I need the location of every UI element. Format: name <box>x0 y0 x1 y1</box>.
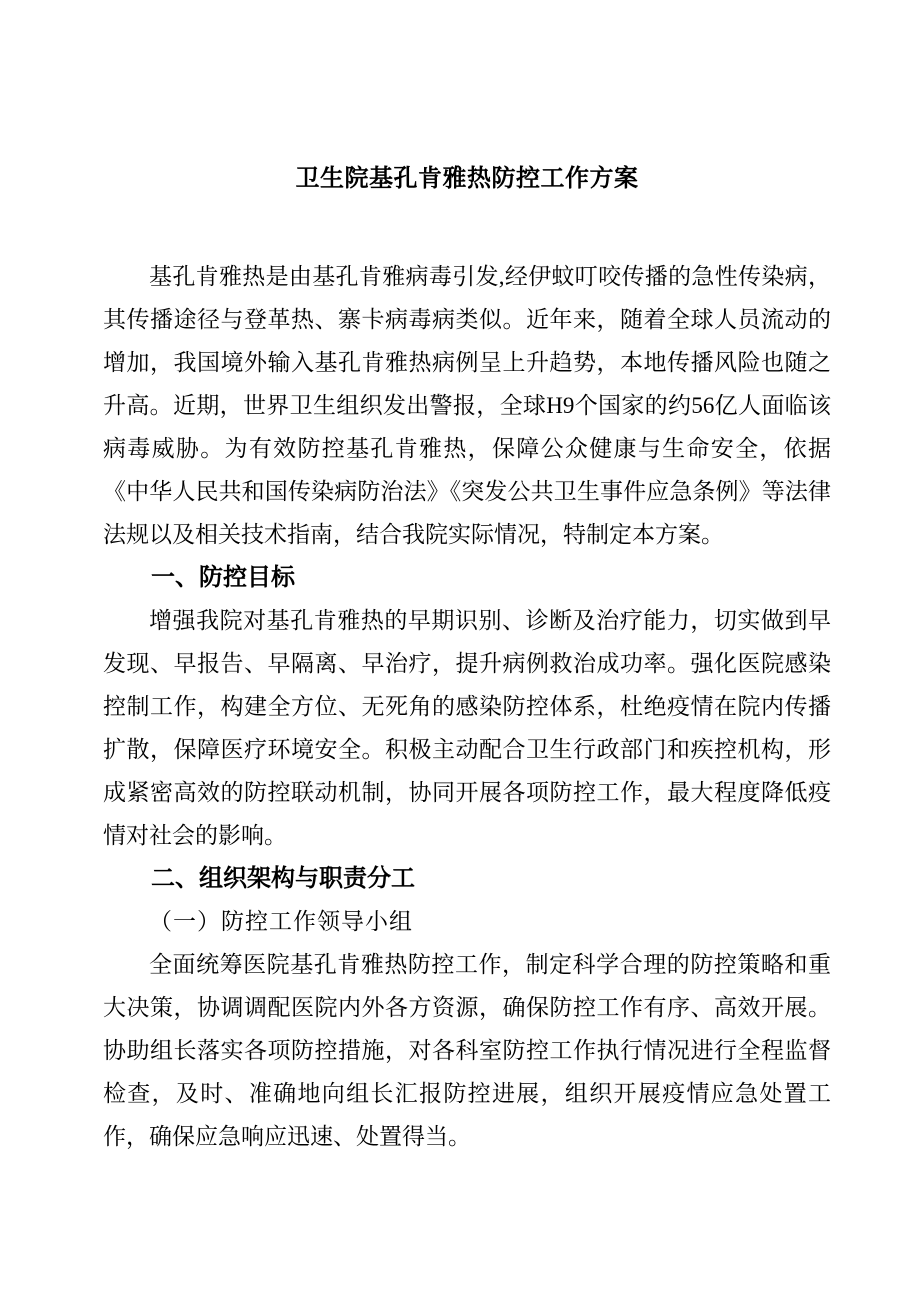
section-1-heading: 一、防控目标 <box>151 564 295 591</box>
section-2-subsection-1-heading: （一）防控工作领导小组 <box>149 909 413 934</box>
section-2-heading: 二、组织架构与职责分工 <box>151 865 415 892</box>
document-title: 卫生院基孔肯雅热防控工作方案 <box>295 165 639 192</box>
section-1-body: 增强我院对基孔肯雅热的早期识别、诊断及治疗能力，切实做到早发现、早报告、早隔离、早治疗，提升病例救治成功率。强化医院感染控制工作，构建全方位、无死角的感染防控体系，杜绝疫情在院内传播扩散，保障医疗环境安全。积极主动配合卫生行政部门和疾控机构，形成紧密高效的防控联动机制，协同开展各项防控工作，最大程度降低疫情对社会的影响。 <box>103 608 831 848</box>
section-2-subsection-1-body: 全面统筹医院基孔肯雅热防控工作，制定科学合理的防控策略和重大决策，协调调配医院内外各方资源，确保防控工作有序、高效开展。协助组长落实各项防控措施，对各科室防控工作执行情况进行全程监督检查，及时、准确地向组长汇报防控进展，组织开展疫情应急处置工作，确保应急响应迅速、处置得当。 <box>103 952 831 1149</box>
intro-paragraph: 基孔肯雅热是由基孔肯雅病毒引发,经伊蚊叮咬传播的急性传染病，其传播途径与登革热、寨卡病毒病类似。近年来，随着全球人员流动的增加，我国境外输入基孔肯雅热病例呈上升趋势，本地传播风险也随之升高。近期，世界卫生组织发出警报，全球H9个国家的约56亿人面临该病毒威胁。为有效防控基孔肯雅热，保障公众健康与生命安全，依据《中华人民共和国传染病防治法》《突发公共卫生事件应急条例》等法律法规以及相关技术指南，结合我院实际情况，特制定本方案。 <box>103 264 831 547</box>
